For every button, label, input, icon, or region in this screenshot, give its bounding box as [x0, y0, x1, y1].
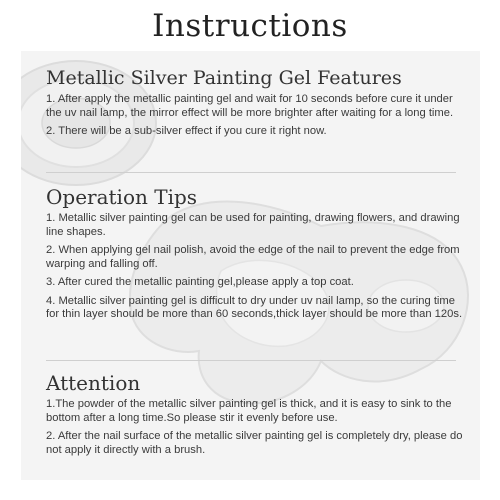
operation-item: 2. When applying gel nail polish, avoid the edge of the nail to prevent the edge from warping and falling off.	[46, 244, 460, 270]
instructions-panel	[21, 51, 480, 480]
features-item: 1. After apply the metallic painting gel and wait for 10 seconds before cure it under the uv nail lamp, the mirror effect will be more brighter after waiting for a long time.	[46, 93, 454, 119]
operation-item: 3. After cured the metallic painting gel,please apply a top coat.	[46, 276, 354, 288]
page-title: Instructions	[152, 8, 348, 44]
section-divider	[46, 172, 456, 173]
operation-section	[46, 186, 466, 327]
attention-item: 2. After the nail surface of the metallic silver painting gel is completely dry, please do not apply it directly with a brush.	[46, 430, 463, 456]
operation-item: 4. Metallic silver painting gel is difficult to dry under uv nail lamp, so the curing time for thin layer should be more than 60 seconds,thick layer should be more than 120s.	[46, 294, 463, 320]
operation-title: Operation Tips	[46, 185, 198, 209]
features-title: Metallic Silver Painting Gel Features	[46, 67, 402, 89]
operation-item: 1. Metallic silver painting gel can be used for painting, drawing flowers, and drawing line shapes.	[46, 212, 460, 238]
section-divider	[46, 360, 456, 361]
features-section	[46, 67, 466, 144]
attention-title: Attention	[46, 371, 141, 395]
features-item: 2. There will be a sub-silver effect if you cure it right now.	[46, 125, 327, 137]
attention-section	[46, 372, 466, 462]
attention-item: 1.The powder of the metallic silver painting gel is thick, and it is easy to sink to the bottom after a long time.So please stir it evenly before use.	[46, 398, 452, 424]
